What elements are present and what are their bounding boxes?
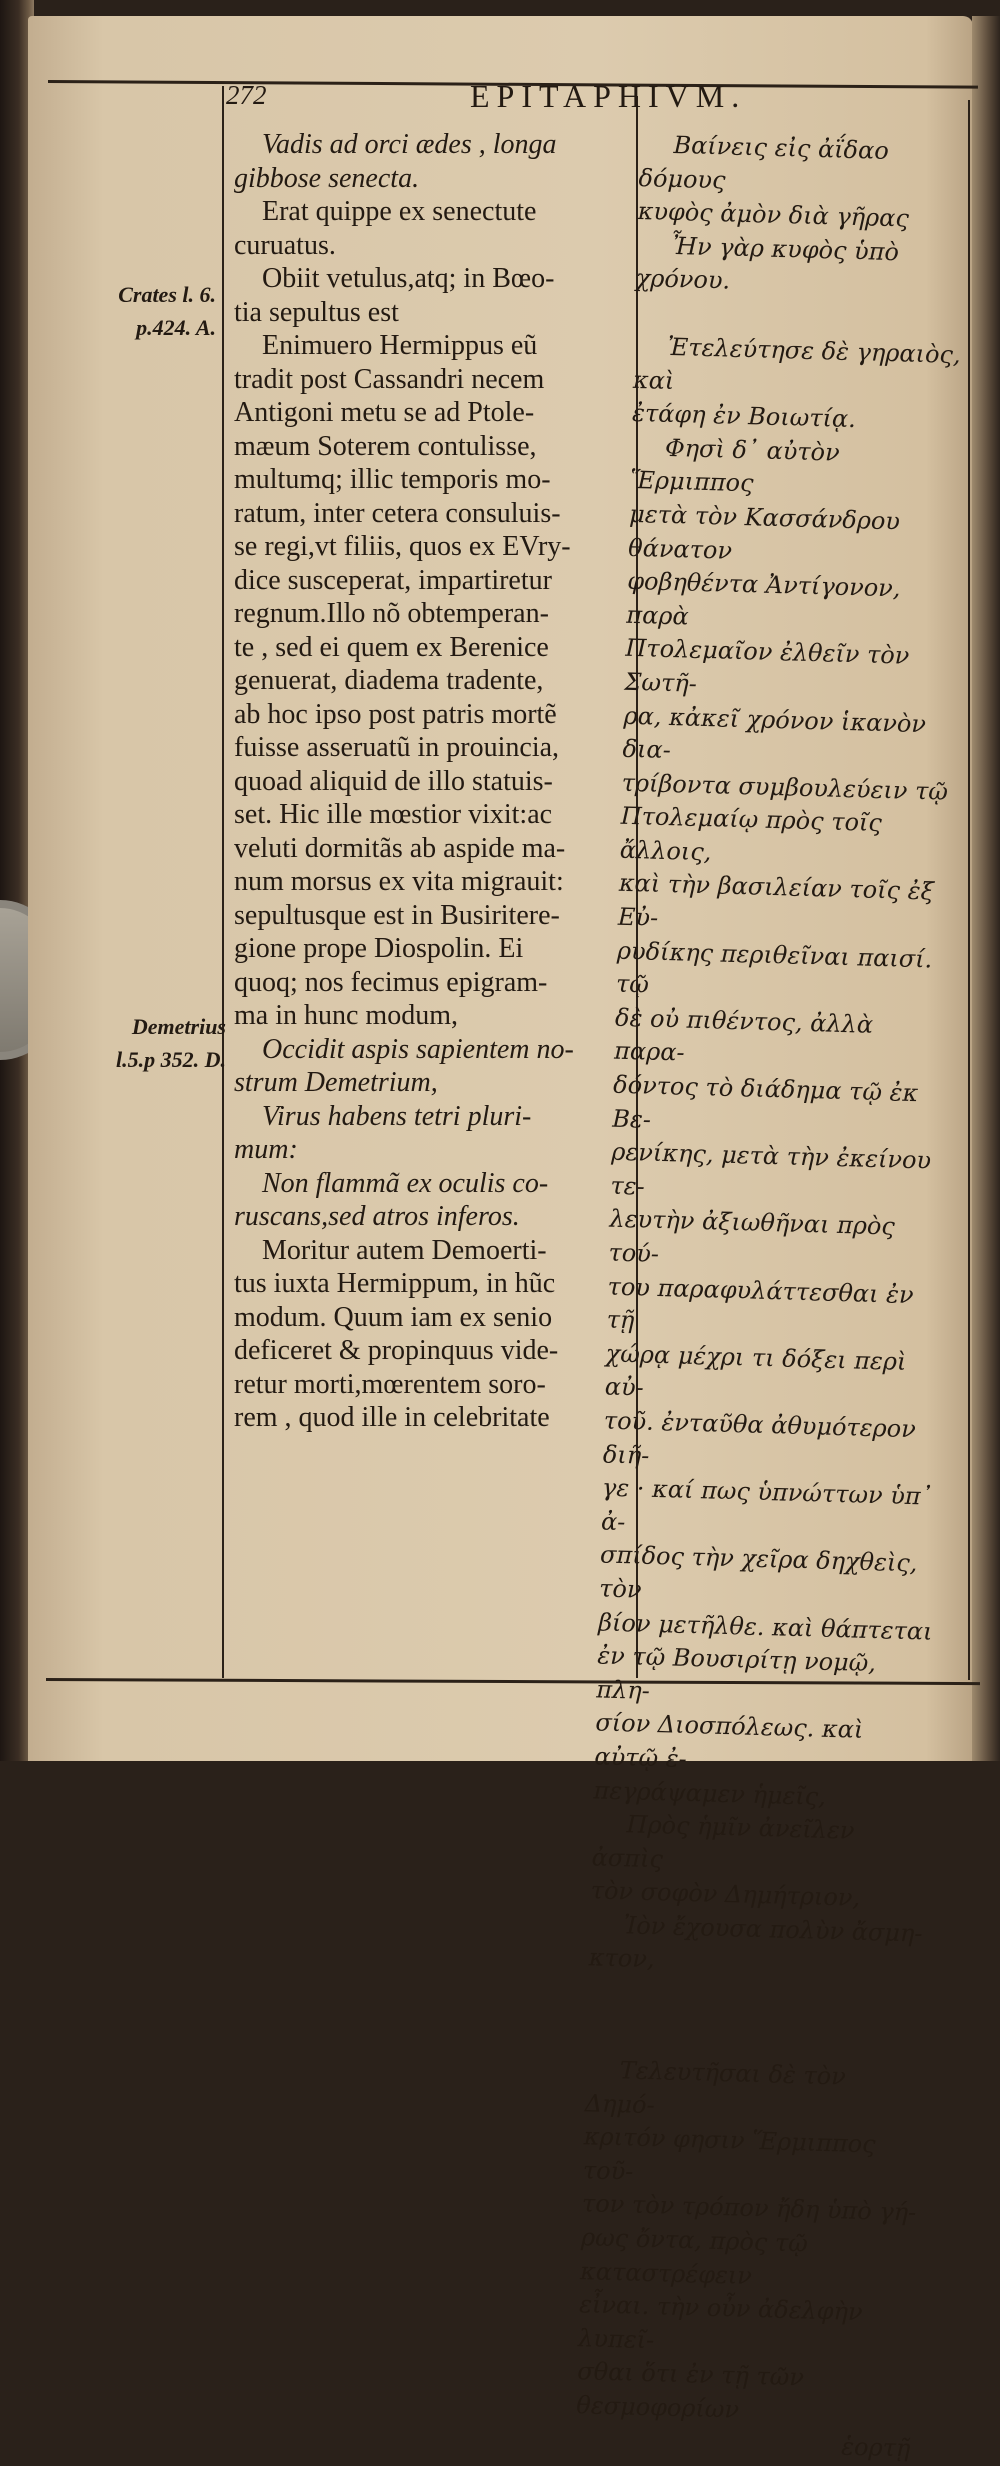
- greek-line: τρίβοντα συμβουλεύειν τῷ: [621, 768, 949, 806]
- latin-line: Erat quippe ex senectute: [262, 196, 537, 227]
- greek-line: ρα, κἀκεῖ χρόνον ἱκανὸν δια-: [622, 701, 927, 765]
- greek-line: καὶ τὴν βασιλείαν τοῖς ἐξ Εὐ-: [617, 869, 935, 932]
- greek-line: Τελευτῆσαι δὲ τὸν Δημό-: [584, 2056, 847, 2119]
- latin-line: gione prope Diospolin. Ei: [234, 933, 524, 964]
- latin-line: gibbose senecta.: [234, 162, 420, 194]
- margin-column-rule: [222, 86, 224, 1678]
- latin-line: tia sepultus est: [234, 296, 399, 328]
- latin-line: rem , quod ille in celebritate: [234, 1402, 550, 1433]
- greek-line: τὸν σοφὸν Δημήτριον,: [590, 1876, 861, 1913]
- latin-line: regnum.Illo nõ obtemperan-: [234, 598, 549, 629]
- latin-line: veluti dormitãs ab aspide ma-: [234, 832, 566, 864]
- greek-line: γε · καί πως ὑπνώττων ὑπ᾽ ἀ-: [600, 1473, 934, 1536]
- greek-line: χώρᾳ μέχρι τι δόξει περὶ αὐ-: [604, 1339, 907, 1402]
- latin-line: modum. Quum iam ex senio: [234, 1301, 553, 1333]
- latin-line: Moritur autem Demoerti-: [262, 1234, 547, 1266]
- margin-note-line: l.5.p 352. D.: [116, 1047, 226, 1072]
- latin-line: strum Demetrium,: [234, 1067, 438, 1098]
- greek-line: Φησὶ δ᾽ αὐτὸν Ἕρμιππος: [629, 433, 841, 498]
- latin-line: te , sed ei quem ex Berenice: [234, 631, 549, 663]
- latin-line: tus iuxta Hermippum, in hũc: [234, 1268, 556, 1299]
- greek-line: τοῦ. ἐνταῦθα ἀθυμότερον διῆ-: [602, 1406, 917, 1470]
- latin-line: tradit post Cassandri necem: [234, 363, 545, 395]
- greek-line: Πρὸς ἡμῖν ἀνεῖλεν ἀσπὶς: [591, 1810, 855, 1873]
- greek-line: σίον Διοσπόλεως. καὶ αὐτῷ ἐ-: [594, 1708, 864, 1773]
- running-title: EPITAPHIVM.: [470, 78, 747, 114]
- latin-line: ruscans,sed atros inferos.: [234, 1201, 520, 1232]
- greek-line: του παραφυλάττεσθαι ἐν τῇ: [606, 1272, 914, 1335]
- latin-column: [234, 128, 634, 1435]
- greek-line: τον τὸν τρόπον ἤδη ὑπὸ γή-: [581, 2189, 917, 2227]
- latin-line: ratum, inter cetera consuluis-: [234, 497, 561, 529]
- latin-line: Vadis ad orci ædes , longa: [262, 129, 557, 160]
- latin-line: Non flammã ex oculis co-: [262, 1167, 549, 1199]
- latin-line: Obiit vetulus,atq; in Bœo-: [262, 263, 555, 294]
- greek-line: εἶναι. τὴν οὖν ἀδελφὴν λυπεῖ-: [577, 2290, 863, 2355]
- catchword: ἑορτῇ: [840, 2432, 911, 2463]
- latin-line: ab hoc ipso post patris mortẽ: [234, 698, 557, 730]
- latin-line: quoad aliquid de illo statuis-: [234, 765, 553, 797]
- greek-line: πεγράψαμεν ἡμεῖς,: [593, 1775, 827, 1811]
- greek-line: ρενίκης, μετὰ τὴν ἐκείνου τε-: [610, 1137, 932, 1201]
- greek-line: Ἰὸν ἔχουσα πολὺν ἄσμη-: [623, 1911, 923, 1948]
- margin-note-demetrius: [70, 1010, 226, 1076]
- greek-line: κριτόν φησιν Ἕρμιππος τοῦ-: [582, 2122, 876, 2186]
- greek-line: Πτολεμαίῳ πρὸς τοῖς ἄλλοις,: [619, 802, 883, 867]
- greek-line: Βαίνεις εἰς ἀΐδαο δόμους: [638, 130, 890, 194]
- greek-column: [575, 128, 975, 2466]
- margin-note-line: Demetrius: [131, 1014, 226, 1039]
- greek-line: Πτολεμαῖον ἐλθεῖν τὸν Σωτῆ-: [624, 634, 910, 698]
- latin-line: quoq; nos fecimus epigram-: [234, 966, 548, 998]
- greek-line: ἐν τῷ Βουσιρίτῃ νομῷ, πλη-: [596, 1641, 877, 1705]
- latin-line: fuisse asseruatũ in prouincia,: [234, 732, 560, 763]
- greek-spacer: [586, 1975, 923, 2062]
- latin-line: multumq; illic temporis mo-: [234, 464, 551, 495]
- greek-line: μετὰ τὸν Κασσάνδρου θάνατον: [627, 499, 901, 565]
- greek-line: κτον,: [588, 1943, 655, 1974]
- latin-line: mæum Soterem contulisse,: [234, 430, 537, 462]
- latin-line: deficeret & propinquus vide-: [234, 1335, 559, 1366]
- latin-line: Antigoni metu se ad Ptole-: [234, 397, 535, 428]
- greek-line: σθαι ὅτι ἐν τῇ τῶν θεσμοφορίων: [576, 2357, 805, 2424]
- greek-line: Ἐτελεύτησε δὲ γηραιὸς, καὶ: [632, 332, 961, 395]
- greek-line: φοβηθέντα Ἀντίγονον, παρὰ: [626, 566, 901, 631]
- latin-line: dice susceperat, impartiretur: [234, 564, 552, 596]
- latin-line: Virus habens tetri pluri-: [262, 1100, 532, 1132]
- greek-line: κυφὸς ἀμὸν διὰ γῆρας: [637, 197, 910, 233]
- greek-line: δὲ οὐ πιθέντος, ἀλλὰ παρα-: [613, 1003, 874, 1068]
- page-right-edge: [972, 16, 1000, 1761]
- greek-line: βίον μετῆλθε. καὶ θάπτεται: [597, 1607, 933, 1646]
- latin-line: num morsus ex vita migrauit:: [234, 866, 564, 897]
- latin-line: set. Hic ille mœstior vixit:ac: [234, 799, 553, 830]
- latin-line: Occidit aspis sapientem no-: [262, 1033, 574, 1065]
- latin-line: Enimuero Hermippus eũ: [262, 330, 538, 361]
- margin-note-line: Crates l. 6.: [118, 282, 216, 307]
- greek-line: Ἦν γὰρ κυφὸς ὑπὸ χρόνου.: [635, 231, 900, 295]
- greek-line: σπίδος τὴν χεῖρα δηχθεὶς, τὸν: [598, 1540, 918, 1604]
- greek-line: ἐτάφη ἐν Βοιωτίᾳ.: [631, 399, 857, 434]
- latin-line: mum:: [234, 1134, 298, 1165]
- latin-line: sepultusque est in Busiritere-: [234, 899, 560, 931]
- latin-line: curuatus.: [234, 229, 336, 261]
- margin-note-line: p.424. A.: [136, 315, 216, 340]
- margin-note-crates: [60, 278, 216, 344]
- latin-line: retur morti,mœrentem soro-: [234, 1368, 546, 1400]
- latin-line: ma in hunc modum,: [234, 1000, 458, 1031]
- latin-line: genuerat, diadema tradente,: [234, 665, 544, 696]
- greek-line: δόντος τὸ διάδημα τῷ ἐκ Βε-: [611, 1070, 919, 1134]
- greek-line: ρυδίκης περιθεῖναι παισί. τῷ: [615, 936, 933, 999]
- greek-line: λευτὴν ἀξιωθῆναι πρὸς τού-: [608, 1204, 896, 1268]
- greek-line: ρως ὄντα, πρὸς τῷ καταστρέφειν: [579, 2223, 809, 2290]
- latin-line: se regi,vt filiis, quos ex EVry-: [234, 531, 571, 562]
- page-number: 272: [226, 80, 267, 110]
